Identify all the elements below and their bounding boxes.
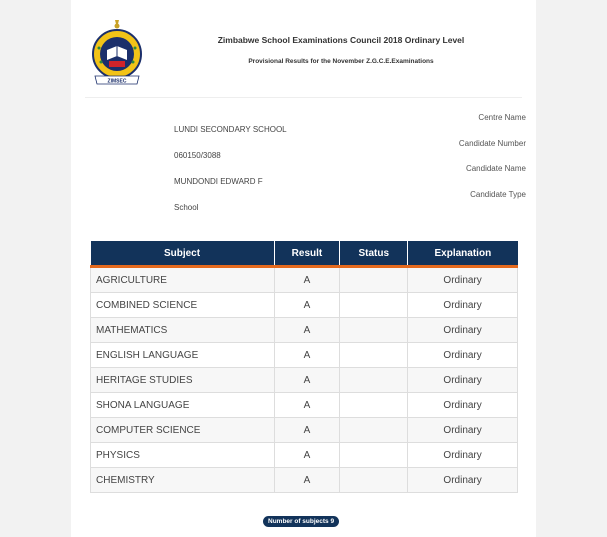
svg-text:ZIMSEC: ZIMSEC [107, 78, 127, 85]
centre-name-label: Centre Name [478, 113, 526, 122]
status-cell [340, 368, 408, 393]
subject-cell: COMPUTER SCIENCE [91, 418, 275, 443]
explanation-cell: Ordinary [408, 267, 518, 293]
explanation-cell: Ordinary [408, 293, 518, 318]
subject-cell: HERITAGE STUDIES [91, 368, 275, 393]
result-cell: A [274, 468, 340, 493]
table-row [91, 368, 518, 393]
table-row [91, 443, 518, 468]
candidate-number-label: Candidate Number [458, 139, 526, 148]
result-cell: A [274, 343, 340, 368]
status-cell [340, 293, 408, 318]
explanation-cell: Ordinary [408, 418, 518, 443]
zimsec-logo [89, 18, 145, 86]
result-cell: A [274, 418, 340, 443]
candidate-name-value: MUNDONDI EDWARD F [174, 177, 263, 186]
status-cell [340, 468, 408, 493]
table-row [91, 468, 518, 493]
explanation-cell: Ordinary [408, 443, 518, 468]
subject-cell: ENGLISH LANGUAGE [91, 343, 275, 368]
table-row [91, 318, 518, 343]
table-row [91, 267, 518, 293]
result-cell: A [274, 267, 340, 293]
status-cell [340, 343, 408, 368]
result-cell: A [274, 368, 340, 393]
centre-name-value: LUNDI SECONDARY SCHOOL [174, 125, 287, 134]
result-cell: A [274, 318, 340, 343]
candidate-type-label: Candidate Type [470, 190, 526, 199]
explanation-cell: Ordinary [408, 343, 518, 368]
table-row [91, 393, 518, 418]
table-row [91, 343, 518, 368]
result-cell: A [274, 293, 340, 318]
table-row [91, 418, 518, 443]
subject-cell: CHEMISTRY [91, 468, 275, 493]
explanation-cell: Ordinary [408, 393, 518, 418]
status-cell [340, 267, 408, 293]
result-column-header: Result [274, 241, 340, 267]
candidate-number-value: 060150/3088 [174, 151, 221, 160]
status-cell [340, 443, 408, 468]
page-title: Zimbabwe School Examinations Council 2018 Ordinary Level [217, 35, 465, 45]
results-page [71, 0, 536, 537]
subject-cell: PHYSICS [91, 443, 275, 468]
explanation-column-header: Explanation [408, 241, 518, 267]
status-column-header: Status [340, 241, 408, 267]
header-divider [85, 97, 522, 98]
result-cell: A [274, 393, 340, 418]
status-cell [340, 393, 408, 418]
table-row [91, 293, 518, 318]
subject-cell: COMBINED SCIENCE [91, 293, 275, 318]
page-subtitle: Provisional Results for the November Z.G.C.E.Examinations [248, 58, 434, 65]
subject-column-header: Subject [91, 241, 275, 267]
status-cell [340, 318, 408, 343]
candidate-name-label: Candidate Name [465, 164, 526, 173]
results-table [90, 241, 518, 493]
subject-cell: SHONA LANGUAGE [91, 393, 275, 418]
subjects-count-badge: Number of subjects 9 [263, 516, 339, 527]
table-header-row [91, 241, 518, 267]
subject-cell: AGRICULTURE [91, 267, 275, 293]
explanation-cell: Ordinary [408, 468, 518, 493]
result-cell: A [274, 443, 340, 468]
subject-cell: MATHEMATICS [91, 318, 275, 343]
status-cell [340, 418, 408, 443]
candidate-type-value: School [174, 203, 199, 212]
explanation-cell: Ordinary [408, 368, 518, 393]
explanation-cell: Ordinary [408, 318, 518, 343]
